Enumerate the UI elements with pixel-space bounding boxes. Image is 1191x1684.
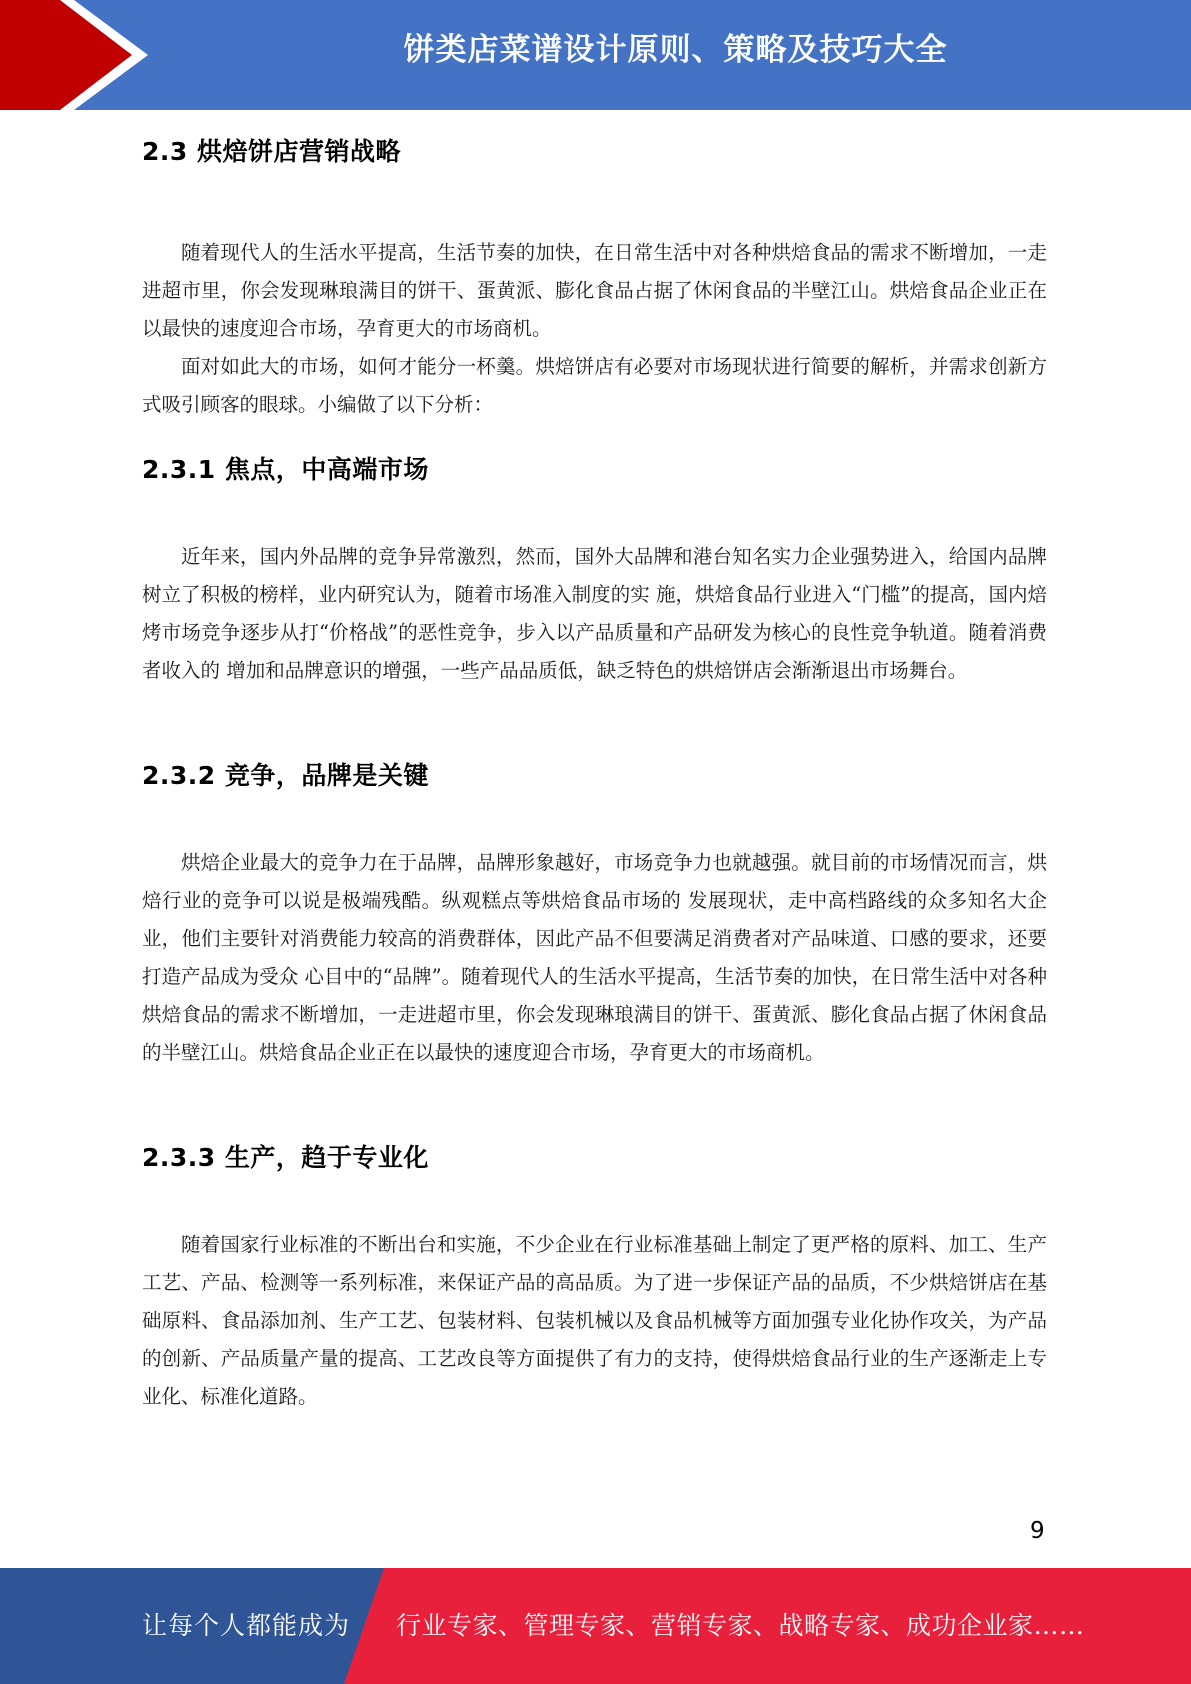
footer-slogan-left: 让每个人都能成为 (142, 1611, 351, 1640)
page-footer (0, 1568, 1191, 1684)
section-2-3-1 (142, 450, 1047, 690)
section-heading: 2.3.3 生产，趋于专业化 (142, 1143, 429, 1172)
paragraph: 烘焙企业最大的竞争力在于品牌，品牌形象越好，市场竞争力也就越强。就目前的市场情况而言，烘焙行业的竞争可以说是极端残酷。纵观糕点等烘焙食品市场的 发展现状，走中高档路线的众多知名大企业，他们主要针对消费能力较高的消费群体，因此产品不但要满足消费者对产品味道、口感的要求，还要打造产品成为受众 心目中的“品牌”。随着现代人的生活水平提高，生活节奏的加快，在日常生活中对各种烘焙食品的需求不断增加，一走进超市里，你会发现琳琅满目的饼干、蛋黄派、膨化食品占据了休闲食品的半壁江山。烘焙食品企业正在以最快的速度迎合市场，孕育更大的市场商机。 (142, 851, 1047, 1064)
paragraph: 随着国家行业标准的不断出台和实施，不少企业在行业标准基础上制定了更严格的原料、加工、生产工艺、产品、检测等一系列标准，来保证产品的高品质。为了进一步保证产品的品质，不少烘焙饼店在基础原料、食品添加剂、生产工艺、包装材料、包装机械以及食品机械等方面加强专业化协作攻关，为产品的创新、产品质量产量的提高、工艺改良等方面提供了有力的支持，使得烘焙食品行业的生产逐渐走上专业化、标准化道路。 (142, 1233, 1047, 1408)
header-arrow-decoration (0, 0, 160, 110)
section-heading: 2.3.2 竞争，品牌是关键 (142, 761, 429, 790)
section-2-3-2 (142, 756, 1047, 1072)
page-header (0, 0, 1191, 110)
section-heading: 2.3 烘焙饼店营销战略 (142, 137, 401, 166)
paragraph: 面对如此大的市场，如何才能分一杯羹。烘焙饼店有必要对市场现状进行简要的解析，并需求创新方式吸引顾客的眼球。小编做了以下分析： (142, 355, 1047, 416)
document-title: 饼类店菜谱设计原则、策略及技巧大全 (403, 32, 948, 68)
section-heading: 2.3.1 焦点，中高端市场 (142, 455, 429, 484)
paragraph: 随着现代人的生活水平提高，生活节奏的加快，在日常生活中对各种烘焙食品的需求不断增加，一走进超市里，你会发现琳琅满目的饼干、蛋黄派、膨化食品占据了休闲食品的半壁江山。烘焙食品企业正在以最快的速度迎合市场，孕育更大的市场商机。 (142, 241, 1047, 340)
section-2-3 (142, 132, 1047, 424)
page-number: 9 (1030, 1518, 1045, 1544)
section-2-3-3 (142, 1138, 1047, 1416)
footer-slogan-right: 行业专家、管理专家、营销专家、战略专家、成功企业家…… (396, 1611, 1085, 1640)
paragraph: 近年来，国内外品牌的竞争异常激烈，然而，国外大品牌和港台知名实力企业强势进入，给国内品牌树立了积极的榜样，业内研究认为，随着市场准入制度的实 施，烘焙食品行业进入“门槛”的提高，国内焙烤市场竞争逐步从打“价格战”的恶性竞争，步入以产品质量和产品研发为核心的良性竞争轨道。随着消费者收入的 增加和品牌意识的增强，一些产品品质低，缺乏特色的烘焙饼店会渐渐退出市场舞台。 (142, 545, 1047, 682)
